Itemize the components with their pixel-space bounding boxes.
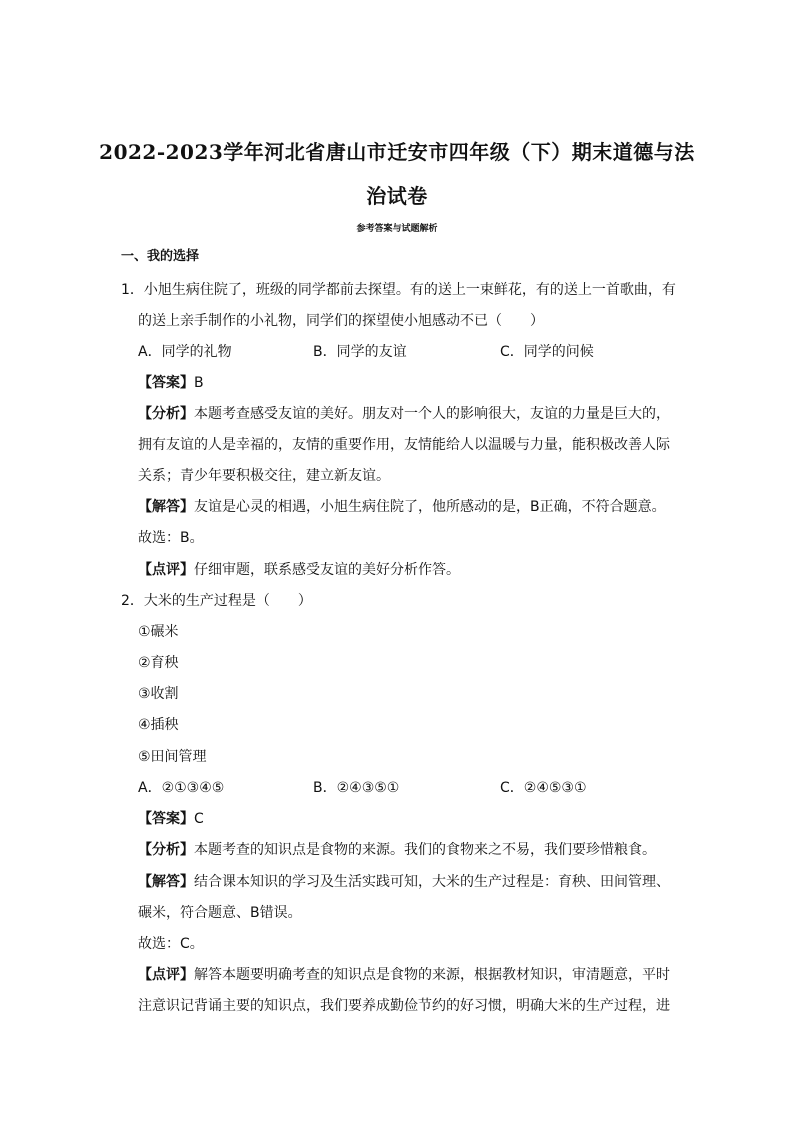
q1-comment-line-1 (138, 561, 460, 579)
solution-tag: 【解答】 (138, 499, 194, 515)
q2-comment-line-2: 注意识记背诵主要的知识点，我们要养成勤俭节约的好习惯，明确大米的生产过程，进 (138, 998, 670, 1014)
section-heading: 一、我的选择 (121, 249, 200, 264)
q2-comment-line-1 (138, 966, 670, 984)
q2-comment-text-1: 解答本题要明确考查的知识点是食物的来源，根据教材知识，审清题意，平时 (194, 967, 670, 983)
q1-choose: 故选：B。 (138, 530, 204, 546)
q1-answer (138, 374, 204, 392)
q1-option-a: A．同学的礼物 (138, 344, 232, 360)
q2-option-a: A．②①③④⑤ (138, 780, 225, 796)
q1-solution-text-1: 友谊是心灵的相遇，小旭生病住院了，他所感动的是，B正确，不符合题意。 (194, 499, 666, 515)
analysis-tag: 【分析】 (138, 406, 194, 422)
q2-step-5: ⑤田间管理 (138, 749, 207, 765)
q1-analysis-line-3: 关系；青少年要积极交往，建立新友谊。 (138, 468, 390, 484)
q2-solution-text-1: 结合课本知识的学习及生活实践可知，大米的生产过程是：育秧、田间管理、 (194, 874, 670, 890)
q2-step-3: ③收割 (138, 686, 179, 702)
q1-comment-text-1: 仔细审题，联系感受友谊的美好分析作答。 (194, 562, 460, 578)
q2-solution-line-1 (138, 873, 670, 891)
q1-option-b: B．同学的友谊 (313, 344, 407, 360)
page-subtitle: 参考答案与试题解析 (356, 224, 438, 234)
q1-stem-line-1: 1．小旭生病住院了，班级的同学都前去探望。有的送上一束鲜花，有的送上一首歌曲，有 (121, 282, 676, 298)
answer-tag: 【答案】 (138, 375, 194, 391)
comment-tag: 【点评】 (138, 967, 194, 983)
q2-step-1: ①碾米 (138, 624, 179, 640)
q1-solution-line-1 (138, 498, 666, 516)
q2-option-c: C．②④⑤③① (500, 780, 587, 796)
q1-analysis-line-2: 拥有友谊的人是幸福的，友情的重要作用，友情能给人以温暖与力量，能积极改善人际 (138, 437, 670, 453)
page-title-line-2: 治试卷 (366, 184, 428, 208)
q2-answer-value: C (194, 811, 204, 827)
q1-analysis-line-1 (138, 405, 670, 423)
comment-tag: 【点评】 (138, 562, 194, 578)
q1-stem-line-2: 的送上亲手制作的小礼物，同学们的探望使小旭感动不已（ ） (138, 313, 544, 329)
q2-analysis-text-1: 本题考查的知识点是食物的来源。我们的食物来之不易，我们要珍惜粮食。 (194, 842, 656, 858)
q2-step-4: ④插秧 (138, 717, 179, 733)
q1-analysis-text-1: 本题考查感受友谊的美好。朋友对一个人的影响很大，友谊的力量是巨大的， (194, 406, 670, 422)
solution-tag: 【解答】 (138, 874, 194, 890)
page-title-line-1: 2022-2023学年河北省唐山市迁安市四年级（下）期末道德与法 (99, 140, 695, 164)
q1-answer-value: B (194, 375, 204, 391)
q1-option-c: C．同学的问候 (500, 344, 594, 360)
q2-answer (138, 810, 204, 828)
q2-stem-line-1: 2．大米的生产过程是（ ） (121, 593, 312, 609)
q2-choose: 故选：C。 (138, 936, 204, 952)
q2-option-b: B．②④③⑤① (313, 780, 400, 796)
q2-step-2: ②育秧 (138, 655, 179, 671)
answer-tag: 【答案】 (138, 811, 194, 827)
q2-analysis-line-1 (138, 841, 656, 859)
q2-solution-line-2: 碾米，符合题意、B错误。 (138, 905, 302, 921)
analysis-tag: 【分析】 (138, 842, 194, 858)
